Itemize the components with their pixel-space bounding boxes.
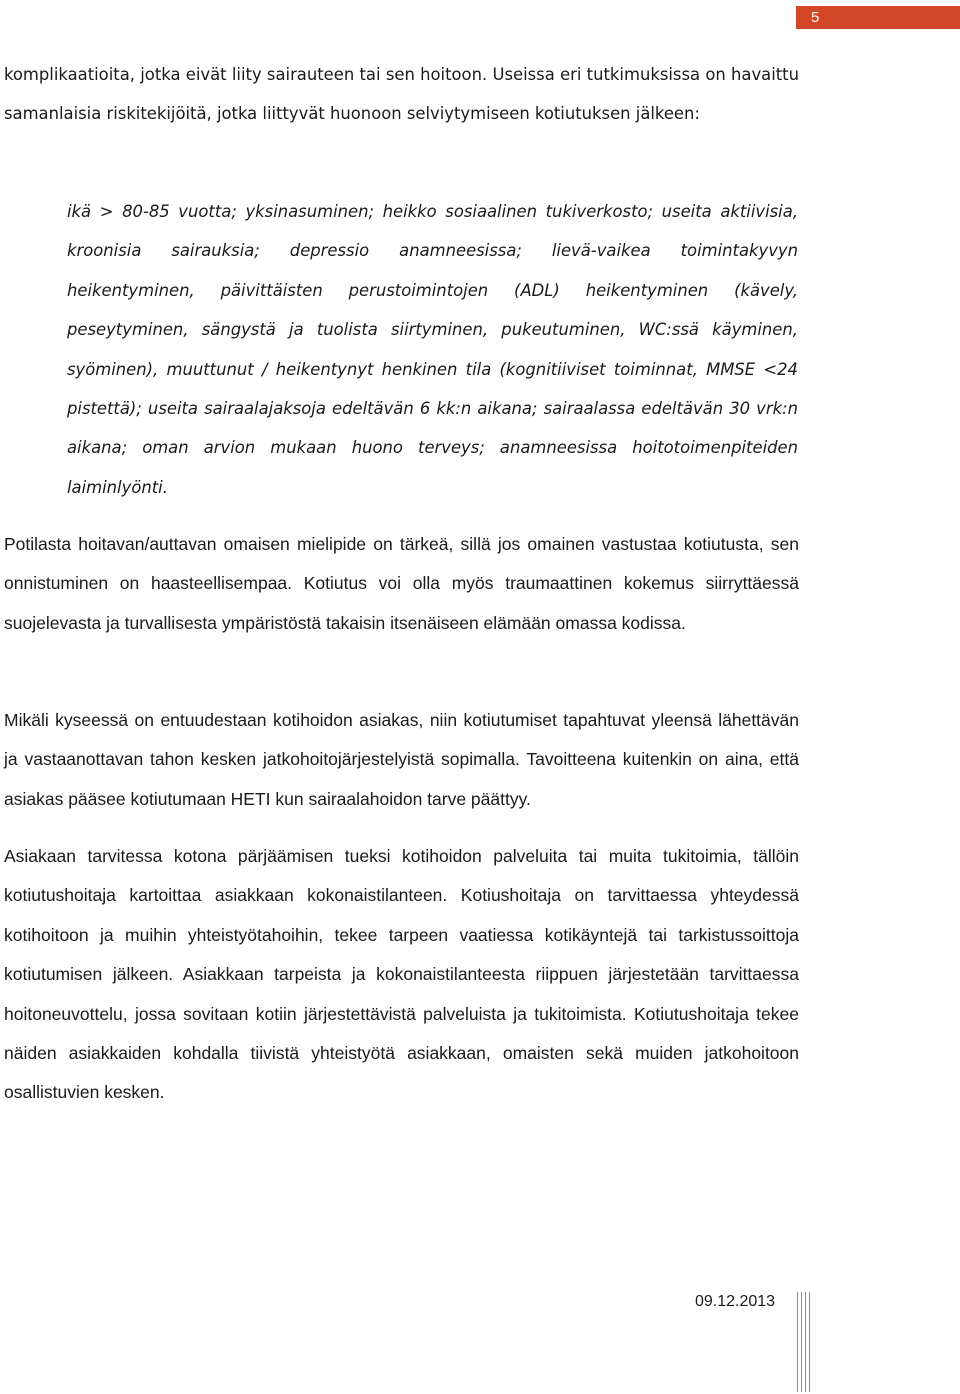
footer-date: 09.12.2013 [695, 1293, 776, 1310]
footer-divider-lines [797, 1292, 811, 1392]
page-number: 5 [796, 6, 960, 29]
risk-factors-list: ikä > 80-85 vuotta; yksinasuminen; heikko sosiaalinen tukiverkosto; useita aktiivisia, kroonisia sairauksia; depressio anamneesissa; lievä-vaikea toimintakyvyn heikentyminen, päivittäisten perustoimintojen (ADL) heikentyminen (kävely, peseytyminen, sängystä ja tuolista siirtyminen, pukeutuminen, WC:ssä käyminen, syöminen), muuttunut / heikentynyt henkinen tila (kognitiiviset toiminnat, MMSE <24 pistettä); useita sairaalajaksoja edeltävän 6 kk:n aikana; sairaalassa edeltävän 30 vrk:n aikana; oman arvion mukaan huono terveys; anamneesissa hoitotoimenpiteiden laiminlyönti. [67, 202, 798, 497]
paragraph-family-opinion: Potilasta hoitavan/auttavan omaisen mielipide on tärkeä, sillä jos omainen vastustaa kotiutusta, sen onnistuminen on haasteellisempaa. Kotiutus voi olla myös traumaattinen kokemus siirryttäessä suojelevasta ja turvallisesta ympäristöstä takaisin itsenäiseen elämään omassa kodissa. [4, 534, 799, 633]
paragraph-home-care-client: Mikäli kyseessä on entuudestaan kotihoidon asiakas, niin kotiutumiset tapahtuvat yleensä lähettävän ja vastaanottavan tahon kesken jatkohoitojärjestelyistä sopimalla. Tavoitteena kuitenkin on aina, että asiakas pääsee kotiutumaan HETI kun sairaalahoidon tarve päättyy. [4, 710, 799, 809]
intro-paragraph: komplikaatioita, jotka eivät liity sairauteen tai sen hoitoon. Useissa eri tutkimuksissa on havaittu samanlaisia riskitekijöitä, jotka liittyvät huonoon selviytymiseen kotiutuksen jälkeen: [4, 65, 799, 124]
paragraph-discharge-nurse: Asiakaan tarvitessa kotona pärjäämisen tueksi kotihoidon palveluita tai muita tukitoimia, tällöin kotiutushoitaja kartoittaa asiakkaan kokonaistilanteen. Kotiushoitaja on tarvittaessa yhteydessä kotihoitoon ja muihin yhteistyötahoihin, tekee tarpeen vaatiessa kotikäyntejä tai tarkistussoittoja kotiutumisen jälkeen. Asiakkaan tarpeista ja kokonaistilanteesta riippuen järjestetään tarvittaessa hoitoneuvottelu, jossa sovitaan kotiin järjestettävistä palveluista ja tukitoimista. Kotiutushoitaja tekee näiden asiakkaiden kohdalla tiivistä yhteistyötä asiakkaan, omaisten sekä muiden jatkohoitoon osallistuvien kesken. [4, 846, 799, 1103]
